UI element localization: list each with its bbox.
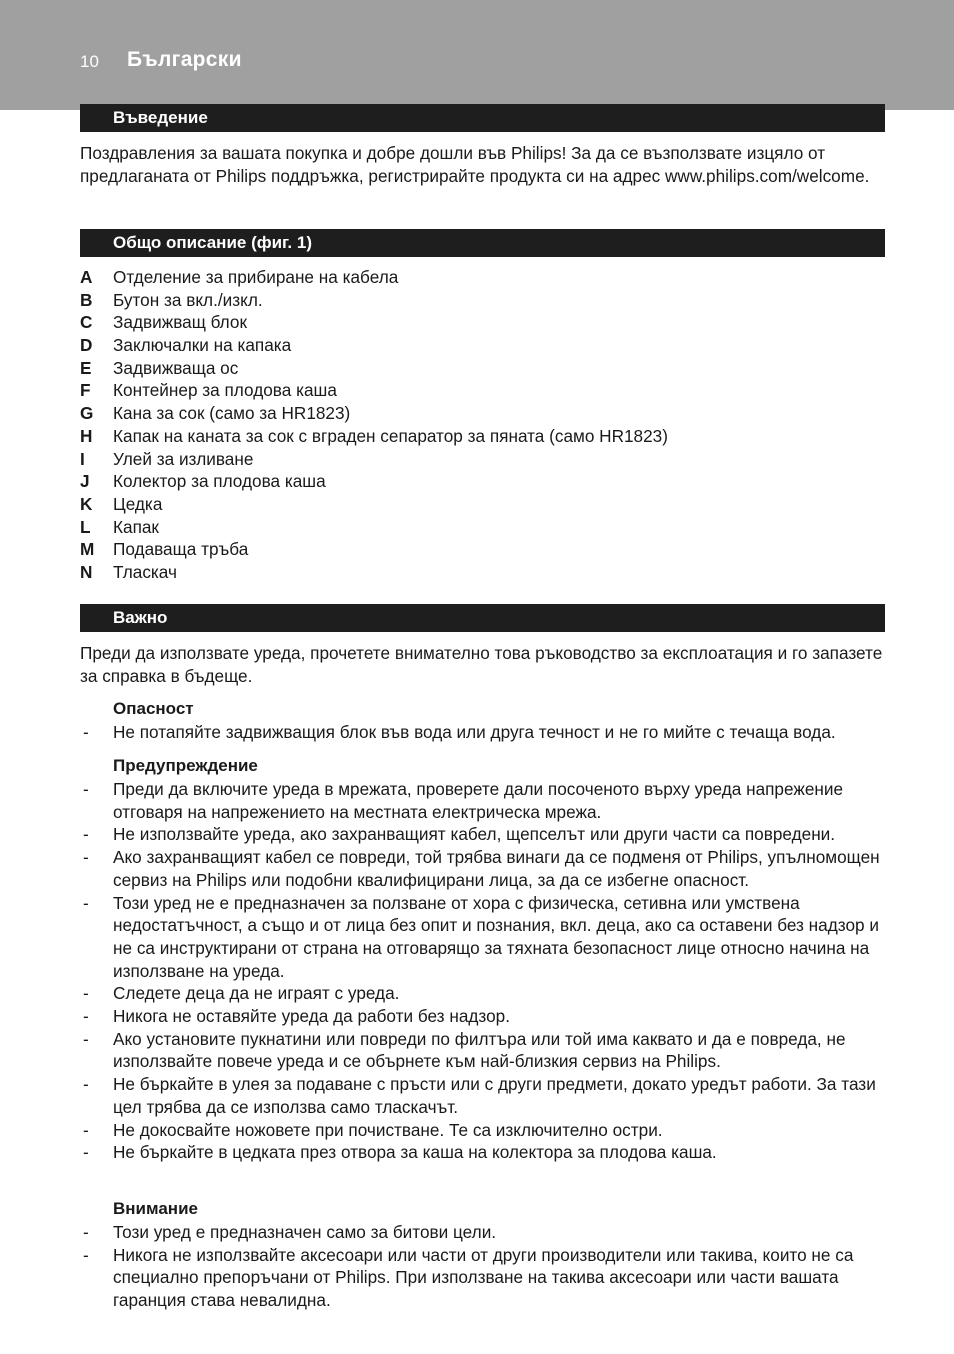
warning-heading: Предупреждение [113, 756, 258, 775]
bullet-text: Никога не оставяйте уреда да работи без надзор. [113, 1006, 510, 1027]
bullet-text: Не бъркайте в улея за подаване с пръсти или с други предмети, докато уредът работи. За тази цел трябва да се използва само тласкачът. [113, 1074, 876, 1117]
danger-heading: Опасност [113, 699, 194, 718]
part-item [80, 493, 890, 516]
part-item [80, 470, 890, 493]
part-label: Отделение за прибиране на кабела [113, 267, 399, 287]
part-letter: G [80, 403, 94, 424]
bullet-dash: - [83, 892, 89, 913]
bullet-dash: - [83, 983, 89, 1004]
bullet-dash: - [83, 824, 89, 845]
part-label: Капак на каната за сок с вграден сепаратор за пяната (само HR1823) [113, 425, 668, 446]
bullet-item [80, 1073, 890, 1118]
part-letter: J [80, 471, 90, 492]
bullet-text: Този уред е предназначен само за битови цели. [113, 1222, 497, 1242]
part-label: Кана за сок (само за HR1823) [113, 403, 351, 424]
bullet-item [80, 982, 890, 1005]
part-letter: H [80, 425, 93, 446]
part-item [80, 448, 890, 471]
bullet-text: Ако захранващият кабел се повреди, той трябва винаги да се подменя от Philips, упълномощен сервиз на Philips или подобни квалифицирани лица, за да се избегне опасност. [113, 847, 880, 890]
bullet-dash: - [83, 1142, 89, 1163]
bullet-text: Преди да включите уреда в мрежата, проверете дали посоченото върху уреда напрежение отговаря на напрежението на местната електрическа мрежа. [113, 779, 844, 822]
bullet-dash: - [83, 1028, 89, 1049]
part-letter: E [80, 357, 92, 378]
bullet-dash: - [83, 1006, 89, 1027]
bullet-item [80, 1028, 890, 1073]
bullet-item [80, 823, 890, 846]
part-item [80, 289, 890, 312]
bullet-text: Не докосвайте ножовете при почистване. Те са изключително остри. [113, 1119, 663, 1140]
danger-list [80, 721, 890, 744]
bullet-item [80, 846, 890, 891]
bullet-item [80, 1244, 890, 1312]
section-title-overview: Общо описание (фиг. 1) [80, 229, 885, 257]
part-item [80, 561, 890, 584]
intro-paragraph: Поздравления за вашата покупка и добре дошли във Philips! За да се възползвате изцяло от предлаганата от Philips поддръжка, регистрирайте продукта си на адрес www.philips.com/welcome. [80, 143, 870, 186]
section-title-important: Важно [80, 604, 885, 632]
caution-list [80, 1221, 890, 1312]
bullet-text: Никога не използвайте аксесоари или части от други производители или такива, които не са специално препоръчани от Philips. При използване на такива аксесоари или части вашата гаранция става невалидна. [113, 1244, 854, 1311]
section-title-intro: Въведение [80, 104, 885, 132]
part-label: Задвижващ блок [113, 312, 247, 333]
part-letter: B [80, 289, 93, 310]
part-item [80, 538, 890, 561]
part-letter: M [80, 539, 95, 560]
part-item [80, 402, 890, 425]
bullet-text: Ако установите пукнатини или повреди по филтъра или той има каквато и да е повреда, не използвайте повече уреда и се обърнете към най-близкия сервиз на Philips. [113, 1028, 846, 1072]
warning-list [80, 778, 890, 1164]
part-item [80, 516, 890, 539]
bullet-item [80, 778, 890, 823]
part-letter: K [80, 493, 93, 514]
part-item [80, 357, 890, 380]
caution-heading: Внимание [113, 1199, 198, 1218]
bullet-text: Не използвайте уреда, ако захранващият кабел, щепселът или други части са повредени. [113, 824, 836, 845]
bullet-dash: - [83, 1244, 89, 1265]
part-item [80, 311, 890, 334]
important-paragraph: Преди да използвате уреда, прочетете внимателно това ръководство за експлоатация и го запазете за справка в бъдеще. [80, 643, 883, 686]
part-letter: D [80, 335, 93, 356]
part-label: Задвижваща ос [113, 357, 239, 378]
part-letter: A [80, 267, 93, 287]
bullet-text: Не потапяйте задвижващия блок във вода или друга течност и не го мийте с течаща вода. [113, 722, 836, 742]
bullet-text: Не бъркайте в цедката през отвора за каша на колектора за плодова каша. [113, 1142, 717, 1163]
page-language-title: Български [127, 48, 242, 71]
page-header-band [0, 0, 954, 110]
bullet-dash: - [83, 1074, 89, 1095]
parts-list [80, 266, 890, 584]
part-label: Улей за изливане [113, 448, 254, 469]
part-item [80, 334, 890, 357]
part-label: Цедка [113, 493, 163, 514]
part-item [80, 266, 890, 289]
part-letter: C [80, 312, 93, 333]
bullet-item [80, 1141, 890, 1164]
part-letter: N [80, 561, 93, 582]
part-label: Контейнер за плодова каша [113, 380, 337, 401]
part-letter: I [80, 448, 85, 469]
part-label: Колектор за плодова каша [113, 471, 326, 492]
bullet-item [80, 1221, 890, 1244]
part-label: Тласкач [113, 561, 177, 582]
bullet-text: Следете деца да не играят с уреда. [113, 983, 400, 1004]
part-label: Капак [113, 516, 159, 537]
bullet-dash: - [83, 847, 89, 868]
bullet-item [80, 892, 890, 983]
bullet-dash: - [83, 1222, 89, 1242]
bullet-dash: - [83, 779, 89, 799]
page-number: 10 [80, 52, 99, 71]
bullet-item [80, 1005, 890, 1028]
part-item [80, 425, 890, 448]
bullet-item [80, 1119, 890, 1142]
part-label: Заключалки на капака [113, 335, 292, 356]
part-label: Бутон за вкл./изкл. [113, 289, 263, 310]
bullet-text: Този уред не е предназначен за ползване от хора с физическа, сетивна или умствена недостатъчност, а също и от лица без опит и познания, вкл. деца, ако са оставени без надзор и не са инструктирани от страна на отговарящо за тяхната безопасност лице относно начина на използване на уреда. [113, 892, 879, 981]
bullet-dash: - [83, 722, 89, 742]
bullet-dash: - [83, 1119, 89, 1140]
part-letter: L [80, 516, 91, 537]
bullet-item [80, 721, 890, 744]
part-item [80, 379, 890, 402]
part-letter: F [80, 380, 91, 401]
part-label: Подаваща тръба [113, 539, 249, 560]
